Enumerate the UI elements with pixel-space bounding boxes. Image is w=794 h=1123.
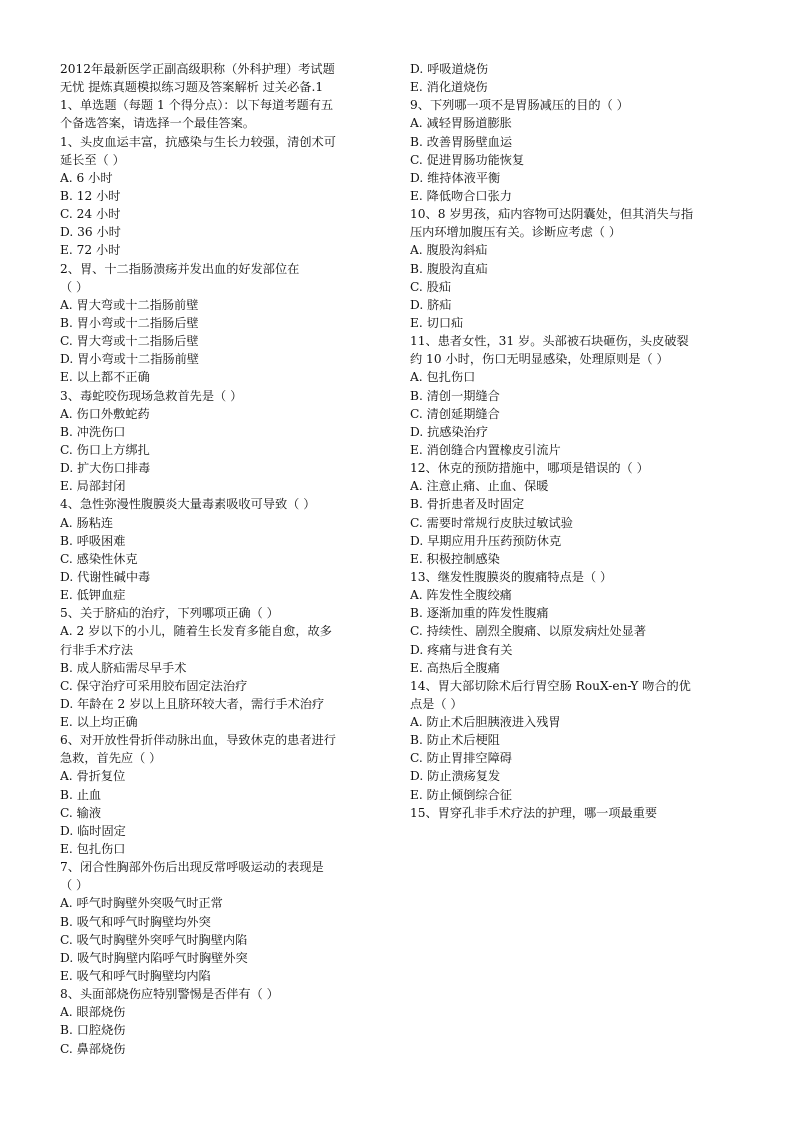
text-line: 3、毒蛇咬伤现场急救首先是（ ）: [60, 388, 243, 403]
text-line: D. 胃小弯或十二指肠前壁: [60, 352, 199, 367]
left-column: [60, 60, 378, 1058]
text-line: C. 感染性休克: [60, 551, 138, 566]
text-line: C. 持续性、剧烈全腹痛、以原发病灶处显著: [410, 624, 647, 639]
text-line: B. 冲洗伤口: [60, 424, 126, 439]
text-line: A. 6 小时: [60, 170, 113, 185]
text-line: E. 包扎伤口: [60, 842, 126, 857]
text-line: B. 吸气和呼气时胸壁均外突: [60, 914, 211, 929]
text-line: B. 成人脐疝需尽早手术: [60, 660, 187, 675]
text-line: E. 降低吻合口张力: [410, 188, 512, 203]
text-line: A. 肠粘连: [60, 515, 114, 530]
right-column: [410, 60, 732, 822]
text-line: E. 消创缝合内置橡皮引流片: [410, 442, 561, 457]
text-line: D. 临时固定: [60, 823, 126, 838]
text-line: 2、胃、十二指肠溃疡并发出血的好发部位在: [60, 261, 300, 276]
text-line: A. 伤口外敷蛇药: [60, 406, 150, 421]
text-line: E. 高热后全腹痛: [410, 660, 500, 675]
text-line: D. 抗感染治疗: [410, 424, 489, 439]
text-line: 2012年最新医学正副高级职称（外科护理）考试题: [60, 62, 335, 76]
text-line: C. 胃大弯或十二指肠后壁: [60, 334, 199, 349]
text-line: （ ）: [60, 878, 89, 893]
text-line: B. 改善胃肠壁血运: [410, 134, 513, 149]
text-line: （ ）: [60, 279, 89, 294]
text-line: D. 吸气时胸壁内陷呼气时胸壁外突: [60, 950, 248, 965]
text-line: 7、闭合性胸部外伤后出现反常呼吸运动的表现是: [60, 860, 324, 875]
text-line: D. 呼吸道烧伤: [410, 62, 489, 76]
text-line: C. 需要时常规行皮肤过敏试验: [410, 515, 573, 530]
text-line: C. 股疝: [410, 279, 452, 294]
text-line: 5、关于脐疝的治疗，下列哪项正确（ ）: [60, 606, 279, 621]
text-line: E. 积极控制感染: [410, 551, 500, 566]
text-line: D. 扩大伤口排毒: [60, 461, 151, 476]
text-line: C. 促进胃肠功能恢复: [410, 152, 525, 167]
text-line: C. 鼻部烧伤: [60, 1041, 126, 1056]
text-line: D. 脐疝: [410, 297, 452, 312]
text-line: 1、头皮血运丰富，抗感染与生长力较强，清创术可: [60, 134, 336, 149]
text-line: D. 维持体液平衡: [410, 170, 501, 185]
text-line: 10、8 岁男孩，疝内容物可达阴囊处，但其消失与指: [410, 207, 694, 222]
text-line: E. 局部封闭: [60, 479, 126, 494]
text-line: 8、头面部烧伤应特别警惕是否伴有（ ）: [60, 987, 279, 1002]
text-line: D. 防止溃疡复发: [410, 769, 501, 784]
text-line: B. 胃小弯或十二指肠后壁: [60, 315, 199, 330]
text-line: A. 防止术后胆胰液进入残胃: [410, 715, 561, 730]
text-line: B. 口腔烧伤: [60, 1023, 126, 1038]
text-line: B. 逐渐加重的阵发性腹痛: [410, 606, 549, 621]
text-line: 9、下列哪一项不是胃肠减压的目的（ ）: [410, 98, 629, 113]
text-line: B. 止血: [60, 787, 102, 802]
text-line: A. 眼部烧伤: [60, 1005, 126, 1020]
text-line: 14、胃大部切除术后行胃空肠 RouX-en-Y 吻合的优: [410, 678, 691, 693]
text-line: A. 骨折复位: [60, 769, 126, 784]
text-line: 11、患者女性，31 岁。头部被石块砸伤，头皮破裂: [410, 334, 689, 349]
text-line: 1、单选题（每题 1 个得分点）：以下每道考题有五: [60, 98, 334, 113]
text-line: C. 清创延期缝合: [410, 406, 500, 421]
text-line: D. 代谢性碱中毒: [60, 569, 151, 584]
text-line: 行非手术疗法: [60, 642, 134, 657]
text-line: 4、急性弥漫性腹膜炎大量毒素吸收可导致（ ）: [60, 497, 316, 512]
text-line: E. 以上均正确: [60, 715, 138, 730]
text-line: A. 腹股沟斜疝: [410, 243, 488, 258]
text-line: 13、继发性腹膜炎的腹痛特点是（ ）: [410, 569, 613, 584]
text-line: C. 防止胃排空障碍: [410, 751, 512, 766]
text-line: 压内环增加腹压有关。诊断应考虑（ ）: [410, 225, 622, 240]
text-line: E. 防止倾倒综合征: [410, 787, 512, 802]
text-line: B. 防止术后梗阻: [410, 733, 500, 748]
text-line: A. 胃大弯或十二指肠前壁: [60, 297, 199, 312]
text-line: 急救，首先应（ ）: [60, 751, 162, 766]
text-line: C. 输液: [60, 805, 102, 820]
text-line: E. 吸气和呼气时胸壁均内陷: [60, 969, 211, 984]
text-line: C. 24 小时: [60, 207, 121, 222]
text-line: B. 清创一期缝合: [410, 388, 500, 403]
text-line: C. 伤口上方绑扎: [60, 442, 150, 457]
text-line: 无忧 提炼真题模拟练习题及答案解析 过关必备.1: [60, 80, 324, 95]
text-line: 15、胃穿孔非手术疗法的护理，哪一项最重要: [410, 805, 658, 820]
text-line: A. 注意止痛、止血、保暖: [410, 479, 549, 494]
text-line: 6、对开放性骨折伴动脉出血，导致休克的患者进行: [60, 733, 336, 748]
text-line: 个备选答案，请选择一个最佳答案。: [60, 116, 255, 131]
text-line: B. 骨折患者及时固定: [410, 497, 525, 512]
text-line: E. 72 小时: [60, 243, 121, 258]
text-line: 12、休克的预防措施中，哪项是错误的（ ）: [410, 461, 649, 476]
text-line: E. 低钾血症: [60, 588, 126, 603]
text-line: 延长至（ ）: [60, 152, 125, 167]
text-line: D. 早期应用升压药预防休克: [410, 533, 562, 548]
text-line: B. 腹股沟直疝: [410, 261, 488, 276]
text-line: D. 年龄在 2 岁以上且脐环较大者，需行手术治疗: [60, 696, 325, 711]
text-line: E. 消化道烧伤: [410, 80, 488, 95]
text-line: C. 吸气时胸壁外突呼气时胸壁内陷: [60, 932, 248, 947]
text-line: A. 呼气时胸壁外突吸气时正常: [60, 896, 223, 911]
text-line: C. 保守治疗可采用胶布固定法治疗: [60, 678, 248, 693]
text-line: E. 切口疝: [410, 315, 464, 330]
text-line: B. 呼吸困难: [60, 533, 126, 548]
text-line: A. 2 岁以下的小儿，随着生长发育多能自愈，故多: [60, 624, 332, 639]
text-line: 约 10 小时，伤口无明显感染，处理原则是（ ）: [410, 352, 669, 367]
text-line: A. 包扎伤口: [410, 370, 476, 385]
text-line: D. 36 小时: [60, 225, 121, 240]
text-line: D. 疼痛与进食有关: [410, 642, 513, 657]
text-line: A. 阵发性全腹绞痛: [410, 588, 512, 603]
text-line: A. 减轻胃肠道膨胀: [410, 116, 512, 131]
text-line: 点是（ ）: [410, 696, 463, 711]
text-line: E. 以上都不正确: [60, 370, 150, 385]
text-line: B. 12 小时: [60, 188, 121, 203]
